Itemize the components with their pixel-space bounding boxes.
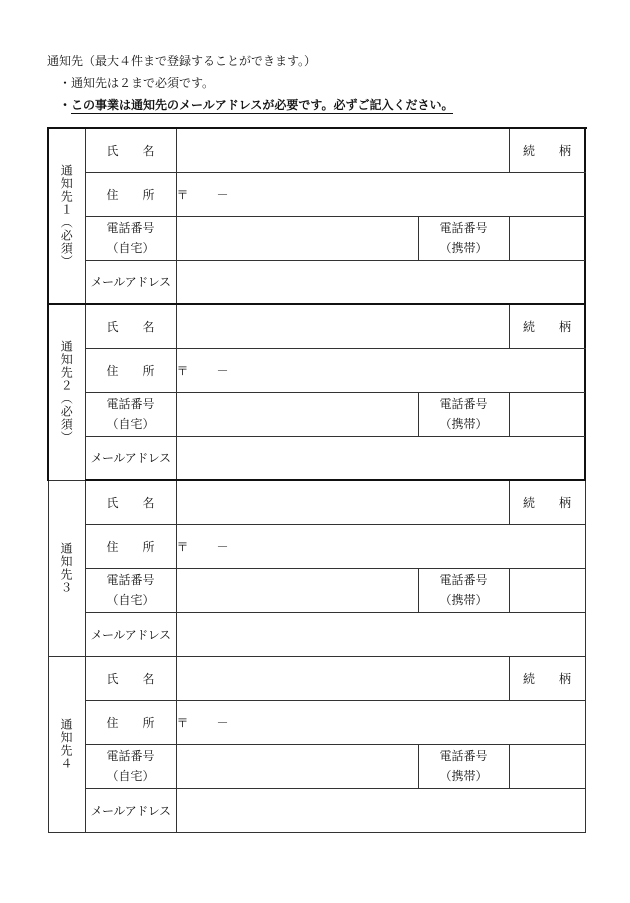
name-label: 氏 名 — [85, 128, 176, 172]
section-3-title: 通知先３ — [48, 480, 85, 656]
section-4-row-email — [48, 788, 585, 832]
address-label: 住 所 — [85, 172, 176, 216]
mobile-phone-label: 電話番号 （携帯） — [418, 216, 509, 260]
email-label: メールアドレス — [85, 612, 176, 656]
mobile-phone-label: 電話番号 （携帯） — [418, 568, 509, 612]
intro-line-3-bullet: ・ — [59, 98, 72, 112]
section-2-mobile-phone-field[interactable] — [509, 392, 585, 436]
relation-label: 続 柄 — [509, 480, 585, 524]
section-3-row-name — [48, 480, 585, 524]
section-2-address-field[interactable] — [176, 348, 585, 392]
section-4-row-address — [48, 700, 585, 744]
section-3-row-email — [48, 612, 585, 656]
section-3-address-field[interactable] — [176, 524, 585, 568]
section-2-email-field[interactable] — [176, 436, 585, 480]
home-phone-label: 電話番号 （自宅） — [85, 392, 176, 436]
postal-mark: 〒 — [176, 539, 189, 554]
section-1-row-email — [48, 260, 585, 304]
section-3-mobile-phone-field[interactable] — [509, 568, 585, 612]
postal-dash: － — [216, 363, 229, 378]
name-label: 氏 名 — [85, 656, 176, 700]
section-3-home-phone-field[interactable] — [176, 568, 418, 612]
section-4-email-field[interactable] — [176, 788, 585, 832]
postal-mark: 〒 — [176, 363, 189, 378]
section-1-home-phone-field[interactable] — [176, 216, 418, 260]
section-1-email-field[interactable] — [176, 260, 585, 304]
address-label: 住 所 — [85, 700, 176, 744]
section-2-name-field[interactable] — [176, 304, 509, 348]
postal-dash: － — [216, 187, 229, 202]
intro-line-2: ・通知先は２まで必須です。 — [59, 76, 215, 90]
section-2-row-email — [48, 436, 585, 480]
intro-line-3 — [47, 94, 453, 116]
address-label: 住 所 — [85, 348, 176, 392]
section-2-home-phone-field[interactable] — [176, 392, 418, 436]
section-3-row-phone — [48, 568, 585, 612]
postal-dash: － — [216, 539, 229, 554]
relation-label: 続 柄 — [509, 304, 585, 348]
section-1-mobile-phone-field[interactable] — [509, 216, 585, 260]
name-label: 氏 名 — [85, 480, 176, 524]
section-1-title: 通知先１（必須） — [48, 128, 85, 304]
mobile-phone-label: 電話番号 （携帯） — [418, 744, 509, 788]
home-phone-label: 電話番号 （自宅） — [85, 568, 176, 612]
section-4-mobile-phone-field[interactable] — [509, 744, 585, 788]
address-label: 住 所 — [85, 524, 176, 568]
name-label: 氏 名 — [85, 304, 176, 348]
mobile-phone-label: 電話番号 （携帯） — [418, 392, 509, 436]
email-label: メールアドレス — [85, 436, 176, 480]
section-4-title: 通知先４ — [48, 656, 85, 832]
home-phone-label: 電話番号 （自宅） — [85, 744, 176, 788]
section-1-row-phone — [48, 216, 585, 260]
email-label: メールアドレス — [85, 260, 176, 304]
section-1-address-field[interactable] — [176, 172, 585, 216]
intro-notes — [47, 50, 453, 116]
relation-label: 続 柄 — [509, 128, 585, 172]
section-2-row-name — [48, 304, 585, 348]
section-3-email-field[interactable] — [176, 612, 585, 656]
section-1-row-address — [48, 172, 585, 216]
section-1-row-name — [48, 128, 585, 172]
intro-line-1: 通知先（最大４件まで登録することができます。） — [47, 54, 317, 68]
section-4-address-field[interactable] — [176, 700, 585, 744]
section-4-home-phone-field[interactable] — [176, 744, 418, 788]
section-3-row-address — [48, 524, 585, 568]
contact-form-table — [47, 127, 586, 833]
section-4-name-field[interactable] — [176, 656, 509, 700]
postal-mark: 〒 — [176, 715, 189, 730]
section-2-title: 通知先２（必須） — [48, 304, 85, 480]
relation-label: 続 柄 — [509, 656, 585, 700]
section-1-name-field[interactable] — [176, 128, 509, 172]
intro-line-3-notice: この事業は通知先のメールアドレスが必要です。必ずご記入ください。 — [71, 98, 454, 112]
section-4-row-name — [48, 656, 585, 700]
section-2-row-phone — [48, 392, 585, 436]
email-label: メールアドレス — [85, 788, 176, 832]
postal-mark: 〒 — [176, 187, 189, 202]
section-2-row-address — [48, 348, 585, 392]
section-4-row-phone — [48, 744, 585, 788]
postal-dash: － — [216, 715, 229, 730]
section-3-name-field[interactable] — [176, 480, 509, 524]
home-phone-label: 電話番号 （自宅） — [85, 216, 176, 260]
